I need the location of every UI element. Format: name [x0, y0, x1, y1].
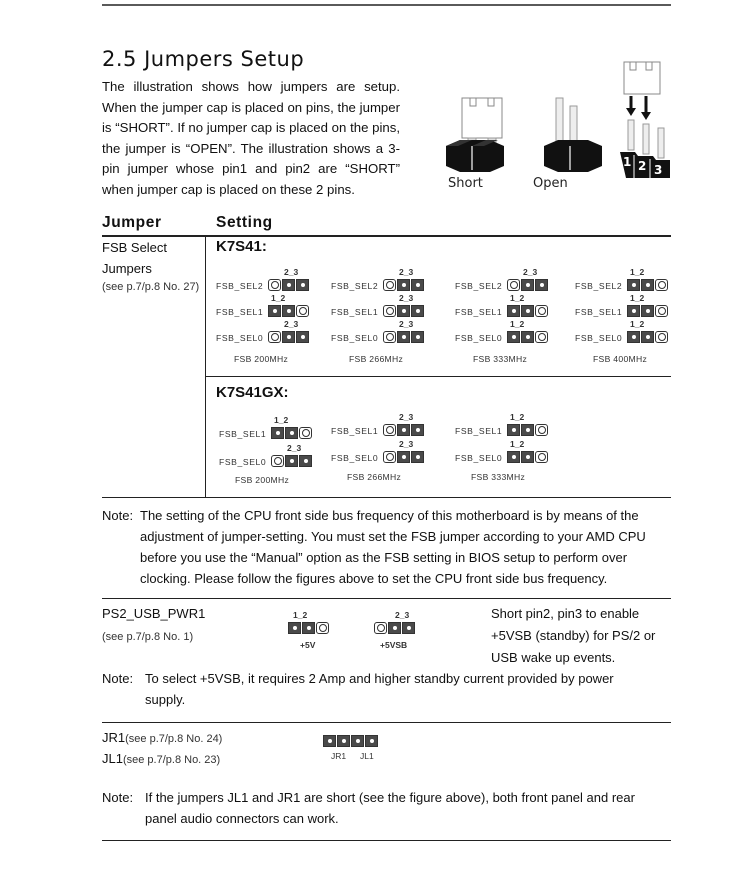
- audio-top-rule: [102, 722, 671, 723]
- pin-shorted: [641, 331, 654, 343]
- pin-shorted: [535, 279, 548, 291]
- fsb-sel-label: FSB_SEL1: [455, 307, 503, 317]
- pin-pair-label: 2_3: [399, 412, 414, 422]
- ps2-note: [102, 668, 677, 712]
- pin-open: [535, 424, 548, 436]
- pin-shorted: [397, 424, 410, 436]
- fsb-sel-label: FSB_SEL2: [455, 281, 503, 291]
- pin-shorted: [521, 424, 534, 436]
- pin-shorted: [411, 424, 424, 436]
- pin-open: [383, 305, 396, 317]
- fsb-note-line: The setting of the CPU front side bus frequency of this motherboard is by means of the: [140, 508, 639, 523]
- intro-paragraph: The illustration shows how jumpers are setup. When the jumper cap is placed on pins, the jumper is “SHORT”. If no jumper cap is placed on the pins, the jumper is “OPEN”. The illustration shows a 3-pin jumper whose pin1 and pin2 are “SHORT” when jumper cap is placed on these 2 pins.: [102, 79, 400, 197]
- pin-shorted: [402, 622, 415, 634]
- pin-open: [383, 279, 396, 291]
- ps2-note-line: To select +5VSB, it requires 2 Amp and higher standby current provided by power: [145, 671, 614, 686]
- fsb-frequency-label: FSB 200MHz: [235, 475, 290, 485]
- jl1-name: JL1: [102, 751, 123, 766]
- short-label: Short: [448, 176, 483, 191]
- model-k7s41-title: K7S41:: [216, 238, 267, 255]
- jumper-block: [271, 455, 313, 467]
- bottom-rule: [102, 840, 671, 841]
- pin-shorted: [507, 424, 520, 436]
- model-divider: [205, 376, 671, 377]
- pin-number-3: 3: [654, 163, 663, 177]
- jumper-block: [507, 305, 549, 317]
- pin-open: [268, 331, 281, 343]
- jumper-block: [627, 279, 669, 291]
- pin-shorted: [397, 305, 410, 317]
- fsb-frequency-label: FSB 266MHz: [347, 472, 402, 482]
- audio-note-label: Note:: [102, 790, 134, 805]
- jr1-line: [102, 730, 222, 745]
- voltage-label: +5V: [300, 640, 316, 650]
- pin-pair-label: 2_3: [284, 319, 299, 329]
- pin-open: [383, 331, 396, 343]
- jumper-block: [383, 279, 425, 291]
- pin-open: [299, 427, 312, 439]
- pin-pair-label: 1_2: [630, 267, 645, 277]
- voltage-label: +5VSB: [380, 640, 408, 650]
- pin-open: [535, 305, 548, 317]
- pin-shorted: [323, 735, 336, 747]
- jumper-block: [323, 735, 379, 747]
- fsb-sel-label: FSB_SEL0: [331, 453, 379, 463]
- ps2-desc-line: +5VSB (standby) for PS/2 or: [491, 628, 656, 643]
- open-label: Open: [533, 176, 568, 191]
- pin-pair-label: 1_2: [510, 293, 525, 303]
- fsb-sel-label: FSB_SEL0: [219, 457, 267, 467]
- pin-pair-label: 2_3: [287, 443, 302, 453]
- fsb-sel-label: FSB_SEL1: [331, 307, 379, 317]
- pin-shorted: [507, 305, 520, 317]
- jl1-ref: (see p.7/p.8 No. 23): [122, 754, 221, 766]
- pin-shorted: [397, 451, 410, 463]
- fsb-note-line: clocking. Please follow the figures above to set the CPU front side bus frequency.: [140, 571, 608, 586]
- pin-shorted: [271, 427, 284, 439]
- pin-open: [383, 424, 396, 436]
- pin-open: [374, 622, 387, 634]
- jumper-block: [383, 305, 425, 317]
- fsb-sel-label: FSB_SEL1: [216, 307, 264, 317]
- fsb-frequency-label: FSB 266MHz: [349, 354, 404, 364]
- jumper-block: [383, 451, 425, 463]
- pin-shorted: [411, 279, 424, 291]
- fsb-note-line: adjustment of jumper-setting. You must set the FSB jumper according to your AMD CPU: [140, 529, 646, 544]
- fsb-sel-label: FSB_SEL2: [216, 281, 264, 291]
- jumper-block: [288, 622, 330, 634]
- fsb-frequency-label: FSB 333MHz: [473, 354, 528, 364]
- pin-open: [655, 279, 668, 291]
- pin-number-2: 2: [638, 159, 647, 173]
- ps2-jumper-ref: (see p.7/p.8 No. 1): [102, 631, 194, 643]
- pin-shorted: [507, 331, 520, 343]
- jumper-block: [268, 305, 310, 317]
- jumper-block: [268, 279, 310, 291]
- fsb-sel-label: FSB_SEL0: [331, 333, 379, 343]
- pin-shorted: [521, 279, 534, 291]
- jumper-block: [507, 279, 549, 291]
- pin-shorted: [296, 331, 309, 343]
- pin-pair-label: 2_3: [395, 610, 410, 620]
- table-bottom-rule: [102, 497, 671, 498]
- pin-open: [268, 279, 281, 291]
- pin-shorted: [285, 427, 298, 439]
- audio-note-line: panel audio connectors can work.: [145, 811, 339, 826]
- open-jumper-icon: [544, 98, 602, 172]
- pin-pair-label: 1_2: [293, 610, 308, 620]
- pin-shorted: [282, 279, 295, 291]
- top-rule: [102, 4, 671, 6]
- jumper-block: [507, 331, 549, 343]
- fsb-jumper-ref: (see p.7/p.8 No. 27): [102, 281, 200, 293]
- pin-open: [655, 305, 668, 317]
- pin-number-1: 1: [623, 155, 632, 169]
- pin-shorted: [296, 279, 309, 291]
- fsb-frequency-label: FSB 200MHz: [234, 354, 289, 364]
- pin-open: [507, 279, 520, 291]
- fsb-sel-label: FSB_SEL1: [219, 429, 267, 439]
- pin-pair-label: 1_2: [274, 415, 289, 425]
- pin-pair-label: 1_2: [510, 412, 525, 422]
- pin-pair-label: 2_3: [399, 319, 414, 329]
- pin-shorted: [507, 451, 520, 463]
- jr1-name: JR1: [102, 730, 126, 745]
- pin-shorted: [282, 331, 295, 343]
- fsb-jumper-name-2: Jumpers: [102, 261, 152, 276]
- pin-shorted: [627, 279, 640, 291]
- pin-shorted: [388, 622, 401, 634]
- pin-shorted: [411, 331, 424, 343]
- jumper-block: [507, 424, 549, 436]
- pin-shorted: [641, 305, 654, 317]
- pin-pair-label: 1_2: [630, 319, 645, 329]
- fsb-sel-label: FSB_SEL1: [575, 307, 623, 317]
- header-jumper: Jumper: [102, 214, 162, 231]
- pin-open: [316, 622, 329, 634]
- fsb-note-line: before you use the “Manual” option as the FSB setting in BIOS setup to perform over: [140, 550, 628, 565]
- fsb-sel-label: FSB_SEL2: [331, 281, 379, 291]
- ps2-top-rule: [102, 598, 671, 599]
- pin-pair-label: 2_3: [399, 267, 414, 277]
- fsb-sel-label: FSB_SEL1: [455, 426, 503, 436]
- pin-shorted: [627, 305, 640, 317]
- ps2-note-label: Note:: [102, 671, 134, 686]
- column-divider: [205, 236, 206, 497]
- section-title: 2.5 Jumpers Setup: [102, 47, 305, 71]
- pin-shorted: [521, 451, 534, 463]
- model-k7s41gx-title: K7S41GX:: [216, 384, 289, 401]
- pin-shorted: [285, 455, 298, 467]
- jumper-block: [268, 331, 310, 343]
- pin-open: [271, 455, 284, 467]
- fsb-note: [102, 505, 677, 595]
- fsb-sel-label: FSB_SEL0: [575, 333, 623, 343]
- pin-pair-label: 2_3: [284, 267, 299, 277]
- pin-pair-label: 2_3: [523, 267, 538, 277]
- short-jumper-icon: [446, 98, 504, 172]
- jumper-illustration: [440, 60, 680, 200]
- jr1-ref: (see p.7/p.8 No. 24): [125, 733, 223, 745]
- pin-pair-label: 1_2: [630, 293, 645, 303]
- pin-shorted: [397, 331, 410, 343]
- jr1-pin-label: JR1: [331, 751, 347, 761]
- ps2-description: [491, 603, 655, 669]
- jumper-block: [627, 331, 669, 343]
- pin-shorted: [521, 331, 534, 343]
- pin-shorted: [288, 622, 301, 634]
- pin-shorted: [521, 305, 534, 317]
- header-rule: [102, 235, 671, 237]
- pin-shorted: [411, 305, 424, 317]
- fsb-sel-label: FSB_SEL0: [216, 333, 264, 343]
- pin-pair-label: 2_3: [399, 439, 414, 449]
- ps2-note-text: [145, 668, 614, 710]
- ps2-jumper-name: PS2_USB_PWR1: [102, 606, 206, 621]
- jumper-block: [507, 451, 549, 463]
- pin-shorted: [268, 305, 281, 317]
- pin-shorted: [351, 735, 364, 747]
- audio-note-text: [145, 787, 635, 829]
- jumper-block: [627, 305, 669, 317]
- audio-note: [102, 787, 677, 831]
- fsb-frequency-label: FSB 400MHz: [593, 354, 648, 364]
- fsb-sel-label: FSB_SEL0: [455, 333, 503, 343]
- audio-note-line: If the jumpers JL1 and JR1 are short (see the figure above), both front panel and rear: [145, 790, 635, 805]
- pin-pair-label: 1_2: [510, 319, 525, 329]
- jumper-block: [374, 622, 416, 634]
- pin-shorted: [641, 279, 654, 291]
- pin-pair-label: 1_2: [271, 293, 286, 303]
- pin-shorted: [397, 279, 410, 291]
- pin-open: [655, 331, 668, 343]
- pin-shorted: [365, 735, 378, 747]
- pin-open: [535, 451, 548, 463]
- jl1-pin-label: JL1: [360, 751, 374, 761]
- jumper-block: [271, 427, 313, 439]
- ps2-note-line: supply.: [145, 692, 186, 707]
- pin-shorted: [627, 331, 640, 343]
- ps2-desc-line: Short pin2, pin3 to enable: [491, 606, 640, 621]
- fsb-note-text: [140, 505, 646, 589]
- fsb-sel-label: FSB_SEL0: [455, 453, 503, 463]
- fsb-sel-label: FSB_SEL2: [575, 281, 623, 291]
- jumper-block: [383, 331, 425, 343]
- pin-open: [383, 451, 396, 463]
- pin-open: [535, 331, 548, 343]
- pin-pair-label: 2_3: [399, 293, 414, 303]
- jumper-block: [383, 424, 425, 436]
- fsb-note-label: Note:: [102, 508, 134, 523]
- pin-shorted: [299, 455, 312, 467]
- fsb-sel-label: FSB_SEL1: [331, 426, 379, 436]
- ps2-desc-line: USB wake up events.: [491, 650, 616, 665]
- pin-shorted: [411, 451, 424, 463]
- pin-shorted: [282, 305, 295, 317]
- fsb-jumper-name-1: FSB Select: [102, 240, 168, 255]
- header-setting: Setting: [216, 214, 273, 231]
- pin-shorted: [302, 622, 315, 634]
- jl1-line: [102, 751, 220, 766]
- pin-open: [296, 305, 309, 317]
- pin-shorted: [337, 735, 350, 747]
- fsb-frequency-label: FSB 333MHz: [471, 472, 526, 482]
- pin-pair-label: 1_2: [510, 439, 525, 449]
